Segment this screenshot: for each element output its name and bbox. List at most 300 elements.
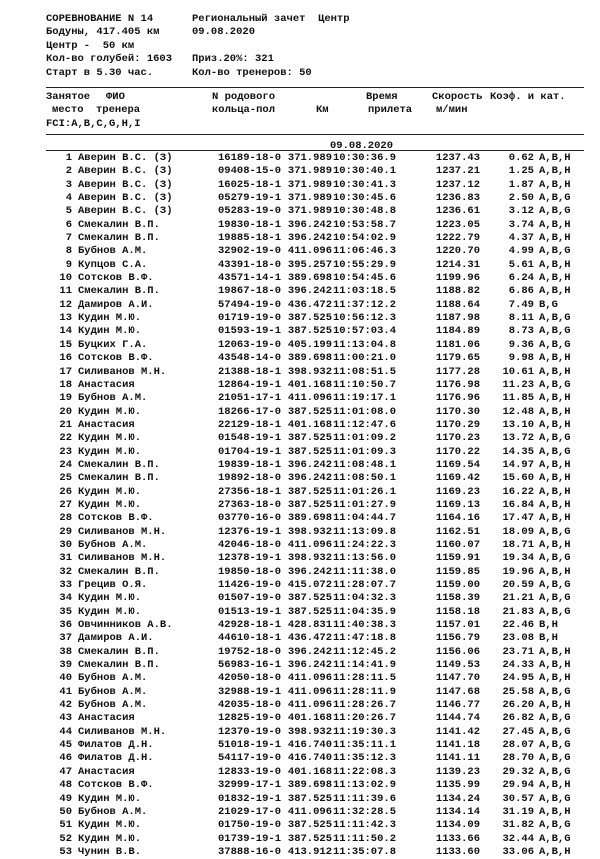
trainer-name: Аверин В.С. (З) — [78, 205, 173, 218]
category: A,B,G — [539, 445, 571, 458]
coefficient: 28.70 — [502, 752, 534, 765]
arrival-time: 11:12:45.2 — [333, 645, 397, 658]
coefficient: 25.58 — [502, 685, 534, 698]
category: A,B,H — [539, 485, 571, 498]
distance-km: 396.242 — [287, 565, 332, 578]
trainer-name: Кудин М.Ю. — [78, 312, 142, 325]
distance-km: 371.989 — [287, 152, 332, 164]
arrival-time: 11:28:11.9 — [333, 685, 397, 698]
trainer-name: Кудин М.Ю. — [78, 832, 142, 845]
distance-km: 387.525 — [287, 832, 332, 845]
distance-km: 416.740 — [287, 752, 332, 765]
trainer-name: Анастасия — [78, 418, 135, 431]
coefficient: 2.50 — [508, 192, 534, 205]
distance-km: 389.698 — [287, 272, 332, 285]
speed: 1169.54 — [435, 458, 480, 471]
speed: 1237.12 — [435, 178, 480, 191]
ring-number: 57494-19-0 — [218, 298, 282, 311]
speed: 1222.79 — [435, 232, 480, 245]
arrival-time: 10:54:02.9 — [333, 232, 397, 245]
arrival-time: 11:00:21.0 — [333, 352, 397, 365]
place: 45 — [59, 739, 72, 752]
speed: 1169.23 — [435, 485, 480, 498]
header-line — [46, 53, 350, 66]
speed: 1135.99 — [435, 779, 480, 792]
arrival-time: 11:35:12.3 — [333, 752, 397, 765]
category: A,B,H — [539, 512, 571, 525]
trainer-name: Силиванов М.Н. — [78, 552, 167, 565]
place: 23 — [59, 445, 72, 458]
distance-km: 396.242 — [287, 659, 332, 672]
place: 43 — [59, 712, 72, 725]
distance-km: 436.472 — [287, 298, 332, 311]
coefficient: 12.48 — [502, 405, 534, 418]
speed: 1199.96 — [435, 272, 480, 285]
distance-km: 398.932 — [287, 725, 332, 738]
category: A,B,H — [539, 805, 571, 818]
coefficient: 24.33 — [502, 659, 534, 672]
coefficient: 19.34 — [502, 552, 534, 565]
category: A,B,H — [539, 258, 571, 271]
trainer-name: Смекалин В.П. — [78, 565, 160, 578]
col-time: Время — [366, 91, 398, 103]
place: 33 — [59, 579, 72, 591]
trainer-name: Силиванов М.Н. — [78, 525, 167, 538]
header-line — [46, 26, 350, 39]
distance-km: 371.989 — [287, 192, 332, 205]
ring-number: 32988-19-1 — [218, 685, 282, 698]
speed: 1134.14 — [435, 805, 480, 818]
distance-km: 411.096 — [287, 392, 332, 405]
arrival-time: 11:08:50.1 — [333, 472, 397, 485]
speed: 1169.13 — [435, 498, 480, 511]
ring-number: 12825-19-0 — [218, 712, 282, 725]
coefficient: 20.59 — [502, 579, 534, 591]
col-km: Км — [316, 104, 329, 117]
trainer-name: Аверин В.С. (З) — [78, 178, 173, 191]
arrival-time: 10:56:12.3 — [333, 312, 397, 325]
ring-number: 11426-19-0 — [218, 579, 282, 591]
speed: 1141.18 — [435, 739, 480, 752]
trainer-name: Кудин М.Ю. — [78, 325, 142, 338]
coefficient: 14.35 — [502, 445, 534, 458]
category: A,B,H — [539, 178, 571, 191]
ring-number: 12378-19-1 — [218, 552, 282, 565]
category: A,B,G — [539, 552, 571, 565]
coefficient: 18.09 — [502, 525, 534, 538]
category: A,B,H — [539, 165, 571, 178]
ring-number: 01507-19-0 — [218, 592, 282, 605]
ring-number: 01548-19-1 — [218, 432, 282, 445]
coefficient: 15.60 — [502, 472, 534, 485]
trainer-name: Аверин В.С. (З) — [78, 165, 173, 178]
ring-number: 19892-18-0 — [218, 472, 282, 485]
trainer-name: Смекалин В.П. — [78, 232, 160, 245]
ring-number: 19867-18-0 — [218, 285, 282, 298]
distance-km: 371.989 — [287, 205, 332, 218]
speed: 1147.70 — [435, 672, 480, 685]
place: 30 — [59, 538, 72, 551]
arrival-time: 11:32:28.5 — [333, 805, 397, 818]
arrival-time: 11:11:38.0 — [333, 565, 397, 578]
distance-km: 411.096 — [287, 685, 332, 698]
trainer-name: Смекалин В.П. — [78, 218, 160, 231]
place: 32 — [59, 565, 72, 578]
coefficient: 0.62 — [508, 152, 534, 164]
speed: 1149.53 — [435, 659, 480, 672]
distance-km: 387.525 — [287, 445, 332, 458]
place: 10 — [59, 272, 72, 285]
place: 52 — [59, 832, 72, 845]
distance-km: 411.096 — [287, 538, 332, 551]
competition-header — [46, 13, 350, 80]
trainer-name: Кудин М.Ю. — [78, 485, 142, 498]
place: 36 — [59, 619, 72, 632]
ring-number: 42928-18-1 — [218, 619, 282, 632]
category: A,B,H — [539, 672, 571, 685]
place: 18 — [59, 378, 72, 391]
trainer-name: Сотсков В.Ф. — [78, 512, 154, 525]
ring-number: 01832-19-1 — [218, 792, 282, 805]
coefficient: 31.82 — [502, 819, 534, 832]
distance-km: 396.242 — [287, 458, 332, 471]
trainer-name: Силиванов М.Н. — [78, 365, 167, 378]
ring-number: 12833-19-0 — [218, 765, 282, 778]
header-right: 09.08.2020 — [192, 26, 256, 39]
distance-km: 411.096 — [287, 245, 332, 258]
speed: 1134.24 — [435, 792, 480, 805]
col-fci: FCI:A,B,C,G,H,I — [46, 117, 141, 130]
category: A,B,G — [539, 819, 571, 832]
col-ring: кольца-пол — [212, 104, 276, 117]
distance-km: 396.242 — [287, 645, 332, 658]
speed: 1237.21 — [435, 165, 480, 178]
coefficient: 29.32 — [502, 765, 534, 778]
ring-number: 19830-18-1 — [218, 218, 282, 231]
speed: 1159.91 — [435, 552, 480, 565]
arrival-time: 10:53:58.7 — [333, 218, 397, 231]
arrival-time: 11:40:38.3 — [333, 619, 397, 632]
header-right: Кол-во тренеров: 50 — [192, 66, 312, 79]
category: A,B,H — [539, 779, 571, 792]
coefficient: 16.22 — [502, 485, 534, 498]
trainer-name: Смекалин В.П. — [78, 645, 160, 658]
trainer-name: Бубнов А.М. — [78, 538, 148, 551]
place: 42 — [59, 699, 72, 712]
place: 6 — [65, 218, 72, 231]
distance-km: 387.525 — [287, 605, 332, 618]
category: A,B,H — [539, 659, 571, 672]
coefficient: 21.83 — [502, 605, 534, 618]
column-header-row — [46, 117, 141, 131]
ring-number: 12376-19-1 — [218, 525, 282, 538]
category: A,B,H — [539, 845, 571, 858]
ring-number: 43548-14-0 — [218, 352, 282, 365]
divider — [46, 87, 584, 88]
header-line — [46, 13, 350, 26]
distance-km: 416.740 — [287, 739, 332, 752]
trainer-name: Сотсков В.Ф. — [78, 779, 154, 792]
trainer-name: Бубнов А.М. — [78, 392, 148, 405]
coefficient: 31.19 — [502, 805, 534, 818]
speed: 1236.83 — [435, 192, 480, 205]
category: A,B,H — [539, 352, 571, 365]
distance-km: 398.932 — [287, 552, 332, 565]
category: A,B,H — [539, 365, 571, 378]
header-left: Старт в 5.30 час. — [46, 66, 154, 79]
category: A,B,G — [539, 192, 571, 205]
speed: 1144.74 — [435, 712, 480, 725]
ring-number: 05279-19-1 — [218, 192, 282, 205]
speed: 1181.06 — [435, 338, 480, 351]
place: 24 — [59, 458, 72, 471]
speed: 1156.06 — [435, 645, 480, 658]
trainer-name: Филатов Д.Н. — [78, 739, 154, 752]
place: 2 — [65, 165, 72, 178]
distance-km: 411.096 — [287, 699, 332, 712]
coefficient: 27.45 — [502, 725, 534, 738]
arrival-time: 11:13:09.8 — [333, 525, 397, 538]
place: 21 — [59, 418, 72, 431]
trainer-name: Бубнов А.М. — [78, 672, 148, 685]
place: 16 — [59, 352, 72, 365]
distance-km: 401.168 — [287, 712, 332, 725]
ring-number: 42035-18-0 — [218, 699, 282, 712]
trainer-name: Бубнов А.М. — [78, 245, 148, 258]
distance-km: 413.912 — [287, 845, 332, 858]
coefficient: 6.86 — [508, 285, 534, 298]
distance-km: 411.096 — [287, 672, 332, 685]
ring-number: 16189-18-0 — [218, 152, 282, 164]
distance-km: 395.257 — [287, 258, 332, 271]
ring-number: 27356-18-1 — [218, 485, 282, 498]
trainer-name: Сотсков В.Ф. — [78, 352, 154, 365]
category: A,B,G — [539, 765, 571, 778]
ring-number: 27363-18-0 — [218, 498, 282, 511]
distance-km: 401.168 — [287, 378, 332, 391]
category: A,B,H — [539, 645, 571, 658]
category: A,B,H — [539, 405, 571, 418]
speed: 1176.98 — [435, 378, 480, 391]
ring-number: 32999-17-1 — [218, 779, 282, 792]
coefficient: 1.87 — [508, 178, 534, 191]
header-right: Приз.20%: 321 — [192, 53, 274, 66]
category: B,G — [539, 298, 558, 311]
speed: 1223.05 — [435, 218, 480, 231]
category: A,B,G — [539, 312, 571, 325]
distance-km: 371.989 — [287, 178, 332, 191]
speed: 1214.31 — [435, 258, 480, 271]
place: 40 — [59, 672, 72, 685]
trainer-name: Аверин В.С. (З) — [78, 192, 173, 205]
place: 7 — [65, 232, 72, 245]
arrival-time: 11:22:08.3 — [333, 765, 397, 778]
place: 44 — [59, 725, 72, 738]
ring-number: 42050-18-0 — [218, 672, 282, 685]
distance-km: 387.525 — [287, 312, 332, 325]
trainer-name: Бубнов А.М. — [78, 685, 148, 698]
speed: 1147.68 — [435, 685, 480, 698]
trainer-name: Кудин М.Ю. — [78, 405, 142, 418]
coefficient: 1.25 — [508, 165, 534, 178]
trainer-name: Чунин В.В. — [78, 845, 142, 858]
arrival-time: 10:54:45.6 — [333, 272, 397, 285]
trainer-name: Кудин М.Ю. — [78, 445, 142, 458]
speed: 1187.98 — [435, 312, 480, 325]
arrival-time: 11:24:22.3 — [333, 538, 397, 551]
place: 27 — [59, 498, 72, 511]
coefficient: 24.95 — [502, 672, 534, 685]
trainer-name: Кудин М.Ю. — [78, 819, 142, 832]
trainer-name: Анастасия — [78, 712, 135, 725]
arrival-time: 11:01:09.3 — [333, 445, 397, 458]
place: 12 — [59, 298, 72, 311]
arrival-time: 11:20:26.7 — [333, 712, 397, 725]
distance-km: 436.472 — [287, 632, 332, 645]
distance-km: 387.525 — [287, 405, 332, 418]
header-left: Центр - 50 км — [46, 39, 135, 52]
coefficient: 22.46 — [502, 619, 534, 632]
coefficient: 21.21 — [502, 592, 534, 605]
distance-km: 387.525 — [287, 819, 332, 832]
category: A,B,H — [539, 218, 571, 231]
column-header-row — [46, 91, 566, 104]
place: 13 — [59, 312, 72, 325]
trainer-name: Кудин М.Ю. — [78, 792, 142, 805]
place: 22 — [59, 432, 72, 445]
category: A,B,G — [539, 712, 571, 725]
arrival-time: 11:06:46.3 — [333, 245, 397, 258]
ring-number: 12370-19-0 — [218, 725, 282, 738]
distance-km: 387.525 — [287, 325, 332, 338]
distance-km: 387.525 — [287, 485, 332, 498]
category: A,B,G — [539, 579, 571, 591]
place: 9 — [65, 258, 72, 271]
coefficient: 26.20 — [502, 699, 534, 712]
ring-number: 19885-18-1 — [218, 232, 282, 245]
category: B,H — [539, 632, 558, 645]
arrival-time: 10:30:41.3 — [333, 178, 397, 191]
ring-number: 09408-15-0 — [218, 165, 282, 178]
trainer-name: Силиванов М.Н. — [78, 725, 167, 738]
col-coef: Коэф. и кат. — [490, 91, 566, 103]
distance-km: 387.525 — [287, 432, 332, 445]
distance-km: 389.698 — [287, 779, 332, 792]
trainer-name: Овчинников А.В. — [78, 619, 173, 632]
category: B,H — [539, 619, 558, 632]
category: A,B,H — [539, 458, 571, 471]
coefficient: 8.73 — [508, 325, 534, 338]
trainer-name: Кудин М.Ю. — [78, 498, 142, 511]
distance-km: 396.242 — [287, 218, 332, 231]
ring-number: 19850-18-0 — [218, 565, 282, 578]
trainer-name: Грецив О.Я. — [78, 579, 148, 591]
header-line — [46, 67, 350, 80]
ring-number: 44610-18-1 — [218, 632, 282, 645]
trainer-name: Анастасия — [78, 378, 135, 391]
coefficient: 13.10 — [502, 418, 534, 431]
coefficient: 4.99 — [508, 245, 534, 258]
distance-km: 387.525 — [287, 592, 332, 605]
ring-number: 01719-19-0 — [218, 312, 282, 325]
coefficient: 3.74 — [508, 218, 534, 231]
distance-km: 396.242 — [287, 232, 332, 245]
category: A,B,H — [539, 418, 571, 431]
trainer-name: Дамиров А.И. — [78, 298, 154, 311]
coefficient: 3.12 — [508, 205, 534, 218]
speed: 1170.29 — [435, 418, 480, 431]
arrival-time: 11:04:35.9 — [333, 605, 397, 618]
speed: 1170.23 — [435, 432, 480, 445]
category: A,B,H — [539, 498, 571, 511]
speed: 1139.23 — [435, 765, 480, 778]
header-left: СОРЕВНОВАНИЕ N 14 — [46, 13, 154, 25]
arrival-time: 11:01:09.2 — [333, 432, 397, 445]
place: 41 — [59, 685, 72, 698]
ring-number: 21029-17-0 — [218, 805, 282, 818]
arrival-time: 11:11:42.3 — [333, 819, 397, 832]
place: 20 — [59, 405, 72, 418]
speed: 1170.22 — [435, 445, 480, 458]
arrival-time: 10:30:40.1 — [333, 165, 397, 178]
ring-number: 21051-17-1 — [218, 392, 282, 405]
speed: 1159.00 — [435, 579, 480, 591]
coefficient: 26.82 — [502, 712, 534, 725]
ring-number: 12864-19-1 — [218, 378, 282, 391]
arrival-time: 11:28:11.5 — [333, 672, 397, 685]
arrival-time: 10:57:03.4 — [333, 325, 397, 338]
trainer-name: Буцких Г.А. — [78, 338, 148, 351]
trainer-name: Анастасия — [78, 765, 135, 778]
trainer-name: Смекалин В.П. — [78, 285, 160, 298]
distance-km: 389.698 — [287, 512, 332, 525]
place: 39 — [59, 659, 72, 672]
coefficient: 29.94 — [502, 779, 534, 792]
category: A,B,G — [539, 685, 571, 698]
distance-km: 398.932 — [287, 365, 332, 378]
coefficient: 8.11 — [508, 312, 534, 325]
category: A,B,G — [539, 592, 571, 605]
coefficient: 19.96 — [502, 565, 534, 578]
header-line — [46, 40, 350, 53]
category: A,B,G — [539, 338, 571, 351]
coefficient: 16.84 — [502, 498, 534, 511]
speed: 1162.51 — [435, 525, 480, 538]
distance-km: 387.525 — [287, 792, 332, 805]
distance-km: 396.242 — [287, 285, 332, 298]
trainer-name: Кудин М.Ю. — [78, 605, 142, 618]
arrival-time: 10:30:36.9 — [333, 152, 397, 164]
ring-number: 42046-18-0 — [218, 538, 282, 551]
category: A,B,G — [539, 725, 571, 738]
trainer-name: Филатов Д.Н. — [78, 752, 154, 765]
arrival-time: 11:47:18.8 — [333, 632, 397, 645]
category: A,B,H — [539, 392, 571, 405]
col-ring: N родового — [212, 91, 276, 103]
coefficient: 10.61 — [502, 365, 534, 378]
arrival-time: 11:13:56.0 — [333, 552, 397, 565]
place: 17 — [59, 365, 72, 378]
arrival-time: 11:19:17.1 — [333, 392, 397, 405]
ring-number: 01750-19-0 — [218, 819, 282, 832]
arrival-time: 11:08:51.5 — [333, 365, 397, 378]
speed: 1220.70 — [435, 245, 480, 258]
divider — [46, 150, 584, 151]
distance-km: 401.168 — [287, 418, 332, 431]
trainer-name: Кудин М.Ю. — [78, 592, 142, 605]
category: A,B,G — [539, 792, 571, 805]
col-place: Занятое — [46, 91, 91, 103]
